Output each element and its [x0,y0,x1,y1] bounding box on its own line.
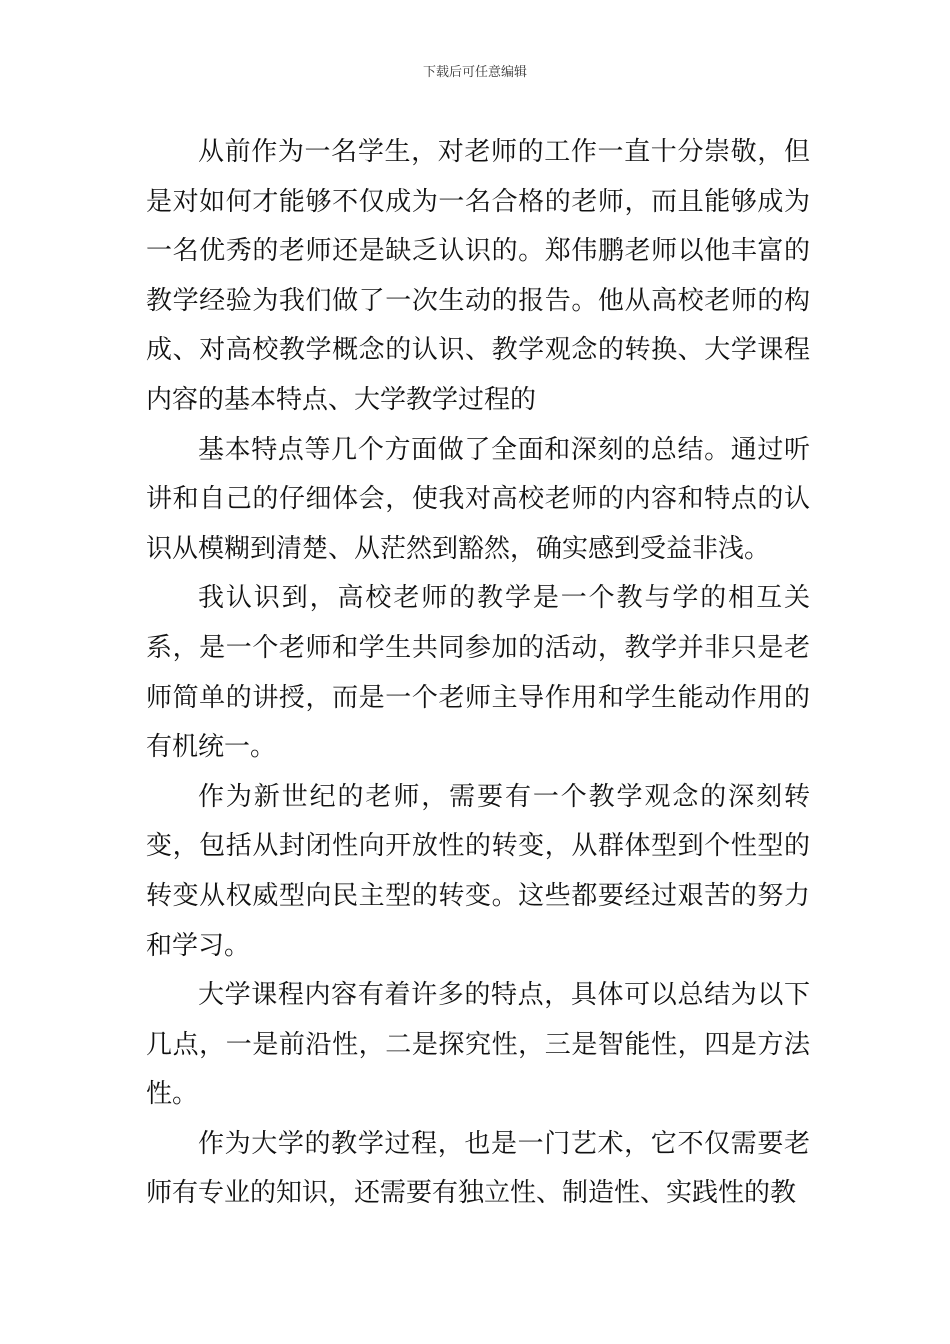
page-header: 下载后可任意编辑 [422,65,527,80]
paragraph-4: 作为新世纪的老师，需要有一个教学观念的深刻转变，包括从封闭性向开放性的转变，从群体型到个性型的转变从权威型向民主型的转变。这些都要经过艰苦的努力和学习。 [146,781,810,961]
paragraph-3: 我认识到，高校老师的教学是一个教与学的相互关系，是一个老师和学生共同参加的活动，教学并非只是老师简单的讲授，而是一个老师主导作用和学生能动作用的有机统一。 [146,583,810,763]
paragraph-2: 基本特点等几个方面做了全面和深刻的总结。通过听讲和自己的仔细体会，使我对高校老师的内容和特点的认识从模糊到清楚、从茫然到豁然，确实感到受益非浅。 [146,434,810,564]
paragraph-1: 从前作为一名学生，对老师的工作一直十分崇敬，但是对如何才能够不仅成为一名合格的老师，而且能够成为一名优秀的老师还是缺乏认识的。郑伟鹏老师以他丰富的教学经验为我们做了一次生动的报告。他从高校老师的构成、对高校教学概念的认识、教学观念的转换、大学课程内容的基本特点、大学教学过程的 [146,137,810,415]
paragraph-5: 大学课程内容有着许多的特点，具体可以总结为以下几点，一是前沿性，二是探究性，三是智能性，四是方法性。 [146,980,810,1110]
paragraph-6: 作为大学的教学过程，也是一门艺术，它不仅需要老师有专业的知识，还需要有独立性、制造性、实践性的教 [146,1128,810,1209]
document-body [146,128,810,1219]
